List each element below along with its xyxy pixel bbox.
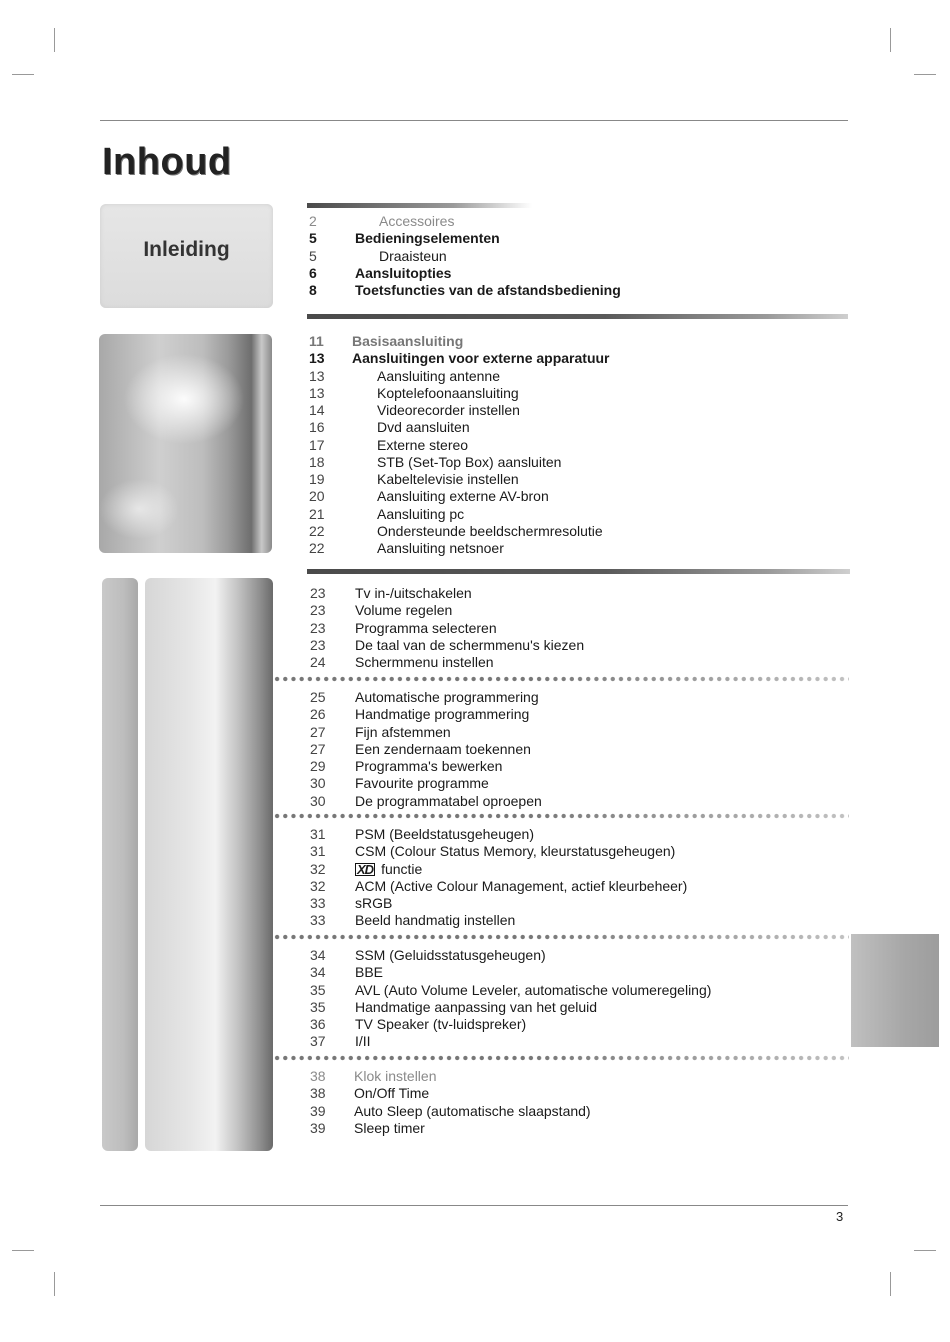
toc-entry-title: De taal van de schermmenu's kiezen [355, 636, 585, 653]
toc-entry-title: Videorecorder instellen [377, 402, 520, 418]
toc-page-number: 13 [309, 384, 325, 401]
chapter-tab [851, 934, 939, 1047]
toc-entry-title: PSM (Beeldstatusgeheugen) [355, 826, 534, 842]
toc-page-number: 34 [310, 964, 326, 981]
toc-page-number: 23 [310, 585, 326, 601]
section-panel-connections [99, 334, 272, 553]
toc-page-number: 33 [310, 912, 326, 929]
toc-page-number: 2 [309, 213, 317, 229]
toc-page-number: 22 [309, 522, 325, 539]
section-panel-strip [102, 578, 138, 1151]
section-panel-settings [145, 578, 273, 1151]
dotted-separator [273, 1055, 849, 1061]
toc-entry-title: Kabeltelevisie instellen [377, 471, 519, 487]
toc-entry-title: Bedieningselementen [355, 230, 500, 247]
toc-entry-title: Tv in-/uitschakelen [355, 585, 472, 601]
toc-entry-title: Dvd aansluiten [377, 419, 470, 436]
toc-page-number: 5 [309, 247, 317, 264]
toc-page-number: 22 [309, 540, 325, 556]
page-title: Inhoud [102, 141, 232, 183]
toc-entry-title: Sleep timer [354, 1119, 425, 1136]
crop-mark [12, 1250, 34, 1251]
toc-entry-title: CSM (Colour Status Memory, kleurstatusgeheugen) [355, 843, 676, 860]
toc-page-number: 6 [309, 264, 317, 281]
toc-entry-title: ACM (Active Colour Management, actief kleurbeheer) [355, 877, 688, 894]
toc-entry-title: Beeld handmatig instellen [355, 912, 516, 929]
toc-page-number: 33 [310, 895, 326, 911]
toc-entry-title: Aansluitingen voor externe apparatuur [352, 350, 610, 367]
toc-page-number: 27 [310, 740, 326, 757]
toc-page-number: 31 [310, 826, 326, 842]
toc-entry-title: Handmatige aanpassing van het geluid [355, 998, 598, 1015]
toc-entry-title: Programma's bewerken [355, 758, 503, 774]
toc-page-number: 20 [309, 488, 325, 505]
toc-entry-title: Aansluiting pc [377, 505, 465, 522]
toc-page-number: 26 [310, 706, 326, 723]
toc-page-number: 35 [310, 981, 326, 998]
section-separator [307, 569, 850, 574]
toc-page-number: 23 [310, 619, 326, 636]
toc-page-number: 8 [309, 282, 317, 298]
toc-entry-title: Basisaansluiting [352, 333, 464, 349]
toc-page-number: 14 [309, 402, 325, 418]
toc-entry-title: Toetsfuncties van de afstandsbediening [355, 282, 621, 298]
crop-mark [12, 74, 34, 75]
crop-mark [54, 1272, 55, 1296]
toc-page-number: 23 [310, 636, 326, 653]
toc-entry-title: Aansluiting antenne [377, 367, 500, 384]
toc-page-number: 38 [310, 1085, 326, 1102]
toc-page-number: 27 [310, 723, 326, 740]
toc-entry-title: I/II [355, 1033, 371, 1050]
toc-page-number: 29 [310, 758, 326, 774]
crop-mark [890, 28, 891, 52]
crop-mark [914, 74, 936, 75]
toc-page-number: 23 [310, 602, 326, 619]
toc-page-number: 13 [309, 350, 325, 367]
toc-page-number: 32 [310, 877, 326, 894]
toc-page-number: 5 [309, 230, 317, 247]
toc-entry-title: sRGB [355, 895, 393, 911]
toc-entry-title: Handmatige programmering [355, 706, 530, 723]
page-number: 3 [836, 1209, 844, 1224]
toc-page-number: 30 [310, 775, 326, 792]
toc-entry-title: Aansluiting externe AV-bron [377, 488, 549, 505]
toc-page-number: 19 [309, 471, 325, 487]
toc-entry-title: Fijn afstemmen [355, 723, 451, 740]
toc-entry-title: BBE [355, 964, 384, 981]
toc-entry-title: Klok instellen [354, 1068, 437, 1084]
toc-page-number: 37 [310, 1033, 326, 1050]
toc-entry-title: Schermmenu instellen [355, 654, 494, 670]
toc-page-number: 34 [310, 947, 326, 963]
toc-page-number: 11 [309, 333, 324, 349]
toc-entry-title: AVL (Auto Volume Leveler, automatische volumeregeling) [355, 981, 712, 998]
toc-entry-title: Programma selecteren [355, 619, 497, 636]
toc-page-number: 31 [310, 843, 326, 860]
toc-page-number: 24 [310, 654, 326, 670]
toc-entry-title: STB (Set-Top Box) aansluiten [377, 453, 562, 470]
dotted-separator [273, 934, 849, 940]
toc-entry-title: Automatische programmering [355, 689, 539, 705]
toc-entry-title: Koptelefoonaansluiting [377, 384, 519, 401]
toc-page-number: 25 [310, 689, 326, 705]
toc-entry-title: De programmatabel oproepen [355, 792, 542, 809]
toc-entry-title: Favourite programme [355, 775, 489, 792]
section-separator [307, 314, 848, 319]
toc-entry-title: functie [381, 860, 423, 877]
toc-entry-title: Aansluitopties [355, 264, 452, 281]
toc-page-number: 39 [310, 1102, 326, 1119]
dotted-separator [273, 676, 849, 682]
bottom-rule [100, 1205, 848, 1206]
xd-logo-icon: XD [357, 861, 374, 877]
toc-entry-title: Ondersteunde beeldschermresolutie [377, 522, 603, 539]
toc-page-number: 35 [310, 998, 326, 1015]
crop-mark [914, 1250, 936, 1251]
top-rule [100, 120, 848, 121]
toc-page-number: 21 [309, 505, 325, 522]
toc-entry-title: Draaisteun [379, 247, 447, 264]
toc-page-number: 30 [310, 792, 326, 809]
crop-mark [890, 1272, 891, 1296]
dotted-separator [273, 813, 849, 819]
toc-page-number: 36 [310, 1016, 326, 1032]
toc-page-number: 18 [309, 453, 325, 470]
toc-entry-title: Volume regelen [355, 602, 453, 619]
toc-page-number: 17 [309, 436, 325, 453]
toc-entry-title: Een zendernaam toekennen [355, 740, 531, 757]
toc-entry-title: Externe stereo [377, 436, 469, 453]
toc-page-number: 38 [310, 1068, 326, 1084]
section-panel-intro [100, 204, 273, 308]
section-label: Inleiding [143, 238, 230, 261]
toc-entry-title: On/Off Time [354, 1085, 430, 1102]
crop-mark [54, 28, 55, 52]
toc-entry-title: SSM (Geluidsstatusgeheugen) [355, 947, 546, 963]
toc-entry-title: Aansluiting netsnoer [377, 540, 504, 556]
toc-entry-title: Accessoires [379, 213, 455, 229]
toc-entry-title: TV Speaker (tv-luidspreker) [355, 1016, 527, 1032]
toc-entry-title: Auto Sleep (automatische slaapstand) [354, 1102, 591, 1119]
toc-page-number: 13 [309, 367, 325, 384]
toc-page-number: 16 [309, 419, 325, 436]
section-separator [307, 203, 532, 208]
toc-page-number: 39 [310, 1119, 326, 1136]
toc-page-number: 32 [310, 860, 326, 877]
